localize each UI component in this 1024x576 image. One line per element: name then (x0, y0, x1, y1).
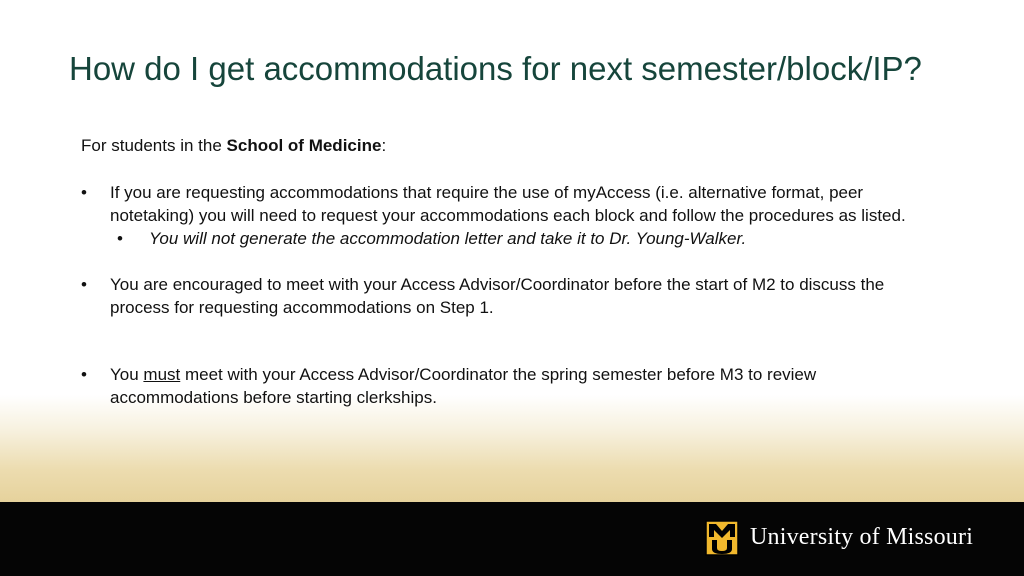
spacer (81, 250, 941, 273)
spacer (81, 319, 941, 363)
bullet-text: If you are requesting accommodations that require the use of myAccess (i.e. alternative format, peer notetaking) you will need to request your accommodations each block and follow the procedures as listed. (110, 183, 906, 225)
bullet-glyph: • (81, 365, 87, 384)
bullet-item-3 (81, 363, 941, 409)
bullet-glyph: • (117, 229, 123, 248)
intro-line (81, 134, 941, 157)
sub-bullet-item (81, 227, 941, 250)
sub-bullet-text: You will not generate the accommodation letter and take it to Dr. Young-Walker. (149, 229, 747, 248)
bullet-item-2 (81, 273, 941, 319)
bullet-text-prefix: You (110, 365, 144, 384)
intro-prefix: For students in the (81, 136, 227, 155)
university-name: University of Missouri (750, 524, 974, 550)
bullet-text-suffix: meet with your Access Advisor/Coordinator the spring semester before M3 to review accommodations before starting clerkships. (110, 365, 817, 407)
bullet-text-underlined: must (143, 365, 181, 384)
mu-logo-icon (705, 520, 739, 556)
slide-title: How do I get accommodations for next semester/block/IP? (69, 50, 922, 87)
slide-content (81, 134, 941, 409)
bullet-text: You are encouraged to meet with your Access Advisor/Coordinator before the start of M2 to discuss the process for requesting accommodations on Step 1. (110, 275, 885, 317)
intro-bold: School of Medicine (226, 136, 382, 155)
bullet-glyph: • (81, 183, 87, 202)
intro-suffix: : (381, 136, 387, 155)
bullet-item-1 (81, 181, 941, 227)
bullet-glyph: • (81, 275, 87, 294)
